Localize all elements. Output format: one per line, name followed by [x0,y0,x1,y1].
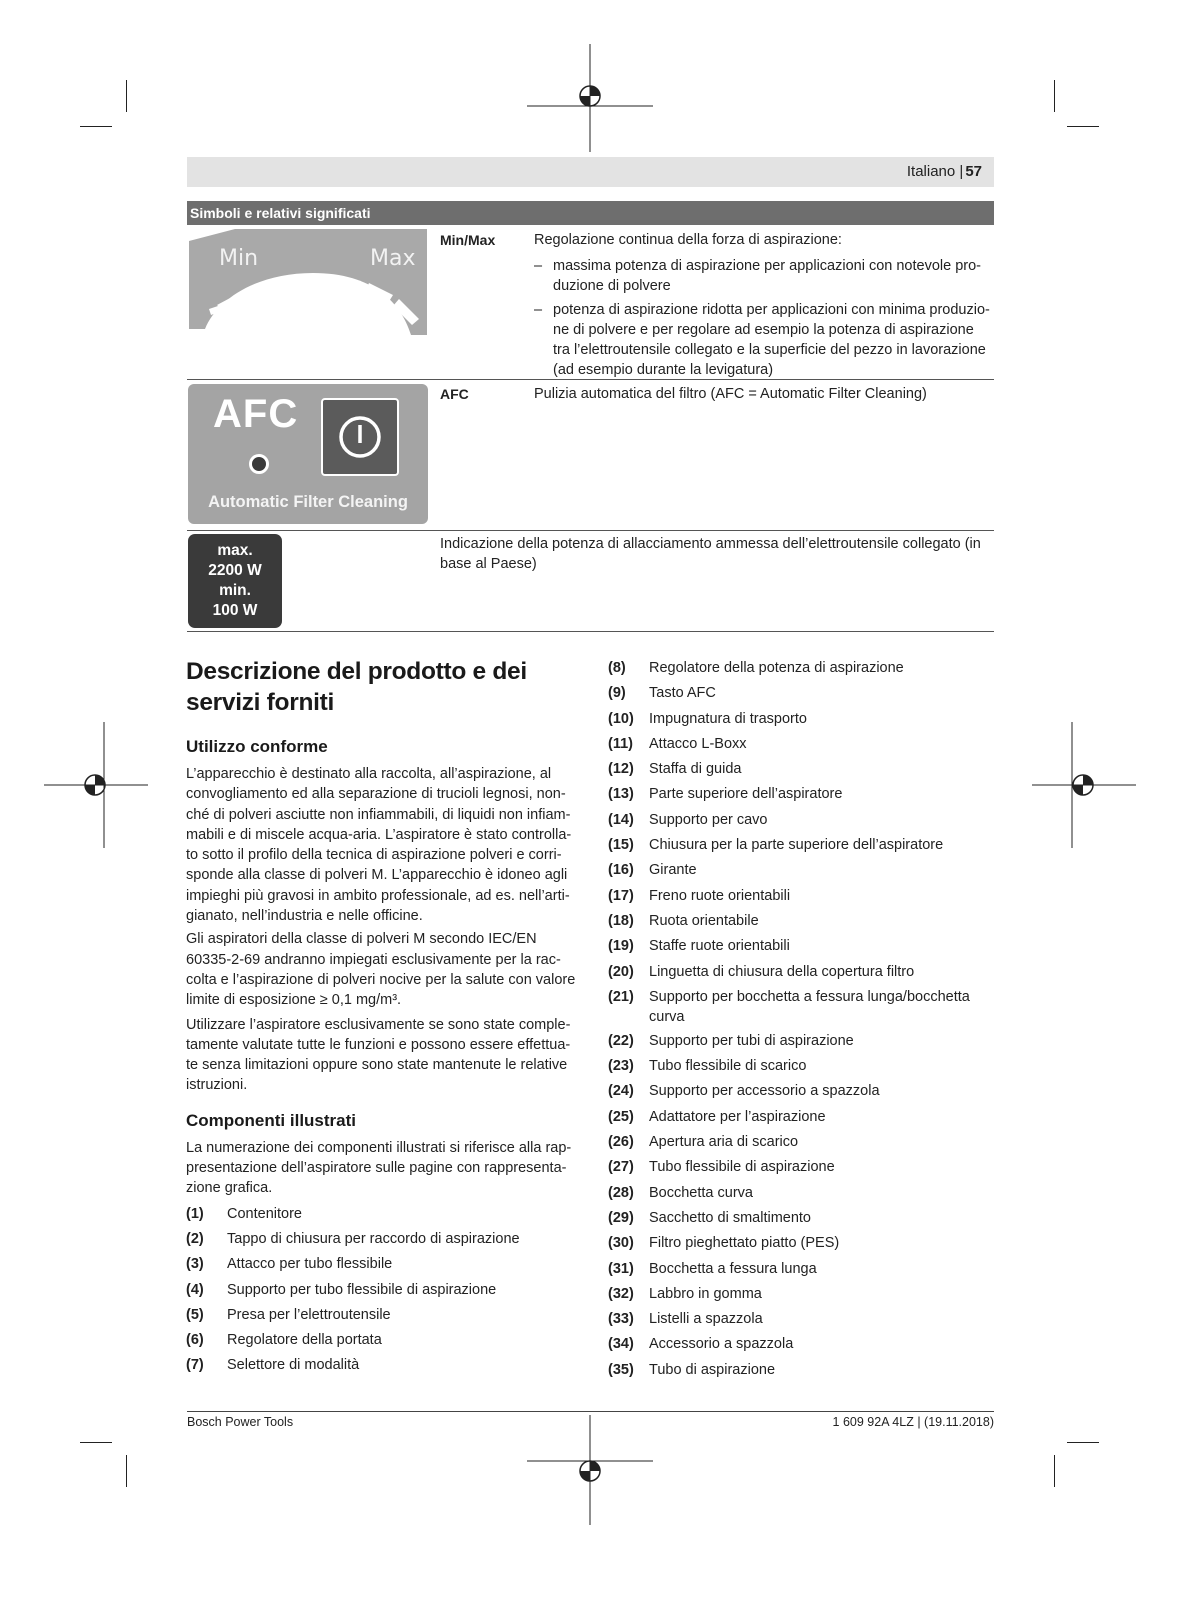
item-text: Attacco L-Boxx [649,735,747,752]
list-item [608,1334,998,1354]
item-number: (4) [186,1281,204,1298]
list-item [608,1284,998,1304]
item-text: Supporto per bocchetta a fessura lunga/bocchetta curva [649,988,970,1025]
list-item [608,1309,998,1329]
item-text: Tasto AFC [649,685,716,702]
symbol-row-minmax [187,227,994,379]
list-item [608,886,998,906]
crop-mark [1054,80,1055,112]
item-number: (18) [608,912,634,929]
item-number: (2) [186,1230,204,1247]
list-item [186,1355,576,1375]
list-item [608,1056,998,1076]
registration-mark-icon [527,44,653,152]
item-text: Staffa di guida [649,761,742,778]
list-item [608,683,998,703]
crop-mark [1054,1455,1055,1487]
list-item [608,911,998,931]
list-item [608,1031,998,1051]
item-text: Selettore di modalità [227,1357,360,1374]
item-text: Apertura aria di scarico [649,1134,799,1151]
section-title: Descrizione del prodotto e dei servizi forniti [186,658,527,716]
item-number: (13) [608,786,634,803]
list-item [608,987,998,1027]
components-intro: La numerazione dei componenti illustrati si riferisce alla rap- presentazione dell’aspiratore sulle pagine con rappresenta- zione grafica. [186,1139,572,1197]
list-item [608,1208,998,1228]
item-number: (3) [186,1256,204,1273]
paragraph: Gli aspiratori della classe di polveri M secondo IEC/EN 60335-2-69 andranno impiegati esclusivamente per la rac- colta e l’aspirazione di polveri nocive per la salute con valore limite di esposizione ≥ 0,1 mg/m³. [186,931,576,1009]
list-item [608,1157,998,1177]
left-column [186,656,576,1375]
footer-divider [187,1411,994,1412]
footer-doc-id: 1 609 92A 4LZ | (19.11.2018) [832,1415,994,1429]
item-number: (21) [608,988,634,1005]
list-item [608,936,998,956]
symbol-label: Min/Max [440,232,496,248]
item-text: Parte superiore dell’aspiratore [649,786,843,803]
crop-mark [1067,1442,1099,1443]
item-number: (31) [608,1260,634,1277]
item-number: (15) [608,837,634,854]
item-text: Tappo di chiusura per raccordo di aspirazione [227,1230,520,1247]
item-number: (32) [608,1285,634,1302]
list-item [608,860,998,880]
item-text: Ruota orientabile [649,912,759,929]
item-text: Tubo di aspirazione [649,1361,776,1378]
item-number: (20) [608,963,634,980]
item-text: Adattatore per l’aspirazione [649,1108,826,1125]
crop-mark [80,1442,112,1443]
item-text: Listelli a spazzola [649,1311,763,1328]
item-number: (22) [608,1032,634,1049]
item-number: (33) [608,1311,634,1328]
afc-panel [188,384,428,524]
page-header [187,157,994,187]
list-item [608,709,998,729]
item-text: Chiusura per la parte superiore dell’aspiratore [649,837,944,854]
list-item [608,1259,998,1279]
item-number: (16) [608,862,634,879]
intended-use-heading: Utilizzo conforme [186,737,328,756]
list-item [608,1360,998,1380]
item-number: (9) [608,685,626,702]
item-text: Attacco per tubo flessibile [227,1256,393,1273]
symbol-label: AFC [440,386,469,402]
item-number: (11) [608,735,633,752]
item-number: (19) [608,938,634,955]
suction-dial-icon [187,227,430,339]
symbol-row-afc [187,380,994,530]
list-item [186,1229,576,1249]
list-item [608,759,998,779]
symbol-description [440,534,990,574]
symbol-description [534,384,994,404]
header-separator: | [959,163,964,180]
item-number: (28) [608,1184,634,1201]
list-item [186,1305,576,1325]
symbol-row-power [187,531,994,631]
power-line: 2200 W [208,562,262,579]
item-number: (8) [608,660,626,676]
item-text: Regolatore della potenza di aspirazione [649,660,904,676]
item-number: (10) [608,710,634,727]
item-text: Tubo flessibile di aspirazione [649,1159,835,1176]
right-column [608,658,998,1380]
item-number: (25) [608,1108,634,1125]
item-text: Bocchetta curva [649,1184,753,1201]
symbol-description [534,230,994,384]
registration-mark-icon [527,1415,653,1525]
list-item [608,1107,998,1127]
footer-brand: Bosch Power Tools [187,1415,294,1429]
item-text: Filtro pieghettato piatto (PES) [649,1235,840,1252]
item-number: (30) [608,1235,634,1252]
list-item [608,835,998,855]
led-indicator-icon [249,454,269,474]
item-text: Supporto per cavo [649,811,768,828]
item-text: Regolatore della portata [227,1332,382,1349]
list-item [608,1233,998,1253]
crop-mark [126,1455,127,1487]
components-heading: Componenti illustrati [186,1110,356,1130]
item-number: (27) [608,1159,634,1176]
item-text: Supporto per tubi di aspirazione [649,1032,854,1049]
description-text: Pulizia automatica del filtro (AFC = Automatic Filter Cleaning) [534,386,927,402]
item-text: Contenitore [227,1205,302,1222]
bullet-item: – massima potenza di aspirazione per applicazioni con notevole pro- duzione di polvere [534,256,994,296]
paragraph: Utilizzare l’aspiratore esclusivamente se sono state comple- tamente valutate tutte le funzioni e possono essere effettua- te senza limitazioni oppure sono state mantenute le relative istruzioni. [186,1016,571,1094]
header-language: Italiano [906,163,956,180]
power-rating-badge [188,534,282,628]
registration-mark-icon [44,722,148,848]
component-list [186,1204,576,1376]
list-item [186,1254,576,1274]
item-number: (1) [186,1205,204,1222]
max-label: Max [370,246,416,271]
page-number: 57 [965,163,982,180]
registration-mark-icon [1032,722,1136,848]
item-text: Freno ruote orientabili [649,887,791,904]
list-item [186,1330,576,1350]
item-text: Labbro in gomma [649,1285,762,1302]
list-item [608,962,998,982]
item-number: (26) [608,1134,634,1151]
item-number: (14) [608,811,634,828]
item-number: (17) [608,887,634,904]
paragraph: L’apparecchio è destinato alla raccolta, all’aspirazione, al convogliamento ed alla separazione di trucioli legnosi, non- ché di polveri asciutte non infiammabili, di liquidi non infiam- mabili e di miscele acqua-aria. L’aspiratore è stato controlla- to sotto il profilo della tecnica di aspirazione polveri e corri- sponde alla classe di polveri M. L’apparecchio è idoneo agli impieghi più gravosi in ambito professionale, ad es. nell’arti- gianato, nell’industria e nelle officine. [186,766,572,925]
bullet-item: – potenza di aspirazione ridotta per applicazioni con minima produzio- ne di polvere e per regolare ad esempio la potenza di aspirazione tra l’elettroutensile collegato e la superficie del pezzo in lavorazione (ad esempio durante la levigatura) [534,300,994,380]
item-text: Linguetta di chiusura della copertura filtro [649,963,915,980]
item-number: (24) [608,1083,634,1100]
crop-mark [80,126,112,127]
power-button-icon [321,398,399,476]
table-divider [187,631,994,632]
item-number: (35) [608,1361,634,1378]
item-number: (12) [608,761,634,778]
item-text: Supporto per accessorio a spazzola [649,1083,880,1100]
item-number: (5) [186,1306,204,1323]
item-number: (23) [608,1058,634,1075]
item-number: (34) [608,1336,634,1353]
list-item [608,1183,998,1203]
list-item [608,658,998,678]
symbols-table-title: Simboli e relativi significati [187,201,994,225]
description-text: Indicazione della potenza di allacciamento ammessa dell’elettroutensile collegato (in base al Paese) [440,536,981,572]
crop-mark [1067,126,1099,127]
crop-mark [126,80,127,112]
list-item [608,1132,998,1152]
list-item [608,1081,998,1101]
list-item [608,734,998,754]
list-item [186,1204,576,1224]
item-text: Girante [649,862,697,879]
power-line: 100 W [212,602,258,619]
item-text: Staffe ruote orientabili [649,938,790,955]
description-text: Regolazione continua della forza di aspirazione: [534,232,842,248]
afc-subtitle: Automatic Filter Cleaning [208,493,408,511]
power-line: min. [219,582,251,599]
list-item [186,1280,576,1300]
item-text: Impugnatura di trasporto [649,710,807,727]
bullet-list [534,256,994,380]
item-text: Accessorio a spazzola [649,1336,794,1353]
item-number: (29) [608,1209,634,1226]
item-text: Bocchetta a fessura lunga [649,1260,817,1277]
afc-logo-text: AFC [213,392,299,436]
item-text: Tubo flessibile di scarico [649,1058,807,1075]
item-text: Presa per l’elettroutensile [227,1306,391,1323]
list-item [608,784,998,804]
item-number: (6) [186,1332,204,1349]
item-text: Supporto per tubo flessibile di aspirazione [227,1281,497,1298]
min-label: Min [219,246,259,271]
header-text [907,163,982,180]
power-line: max. [217,542,253,559]
list-item [608,810,998,830]
item-text: Sacchetto di smaltimento [649,1209,811,1226]
item-number: (7) [186,1357,204,1374]
